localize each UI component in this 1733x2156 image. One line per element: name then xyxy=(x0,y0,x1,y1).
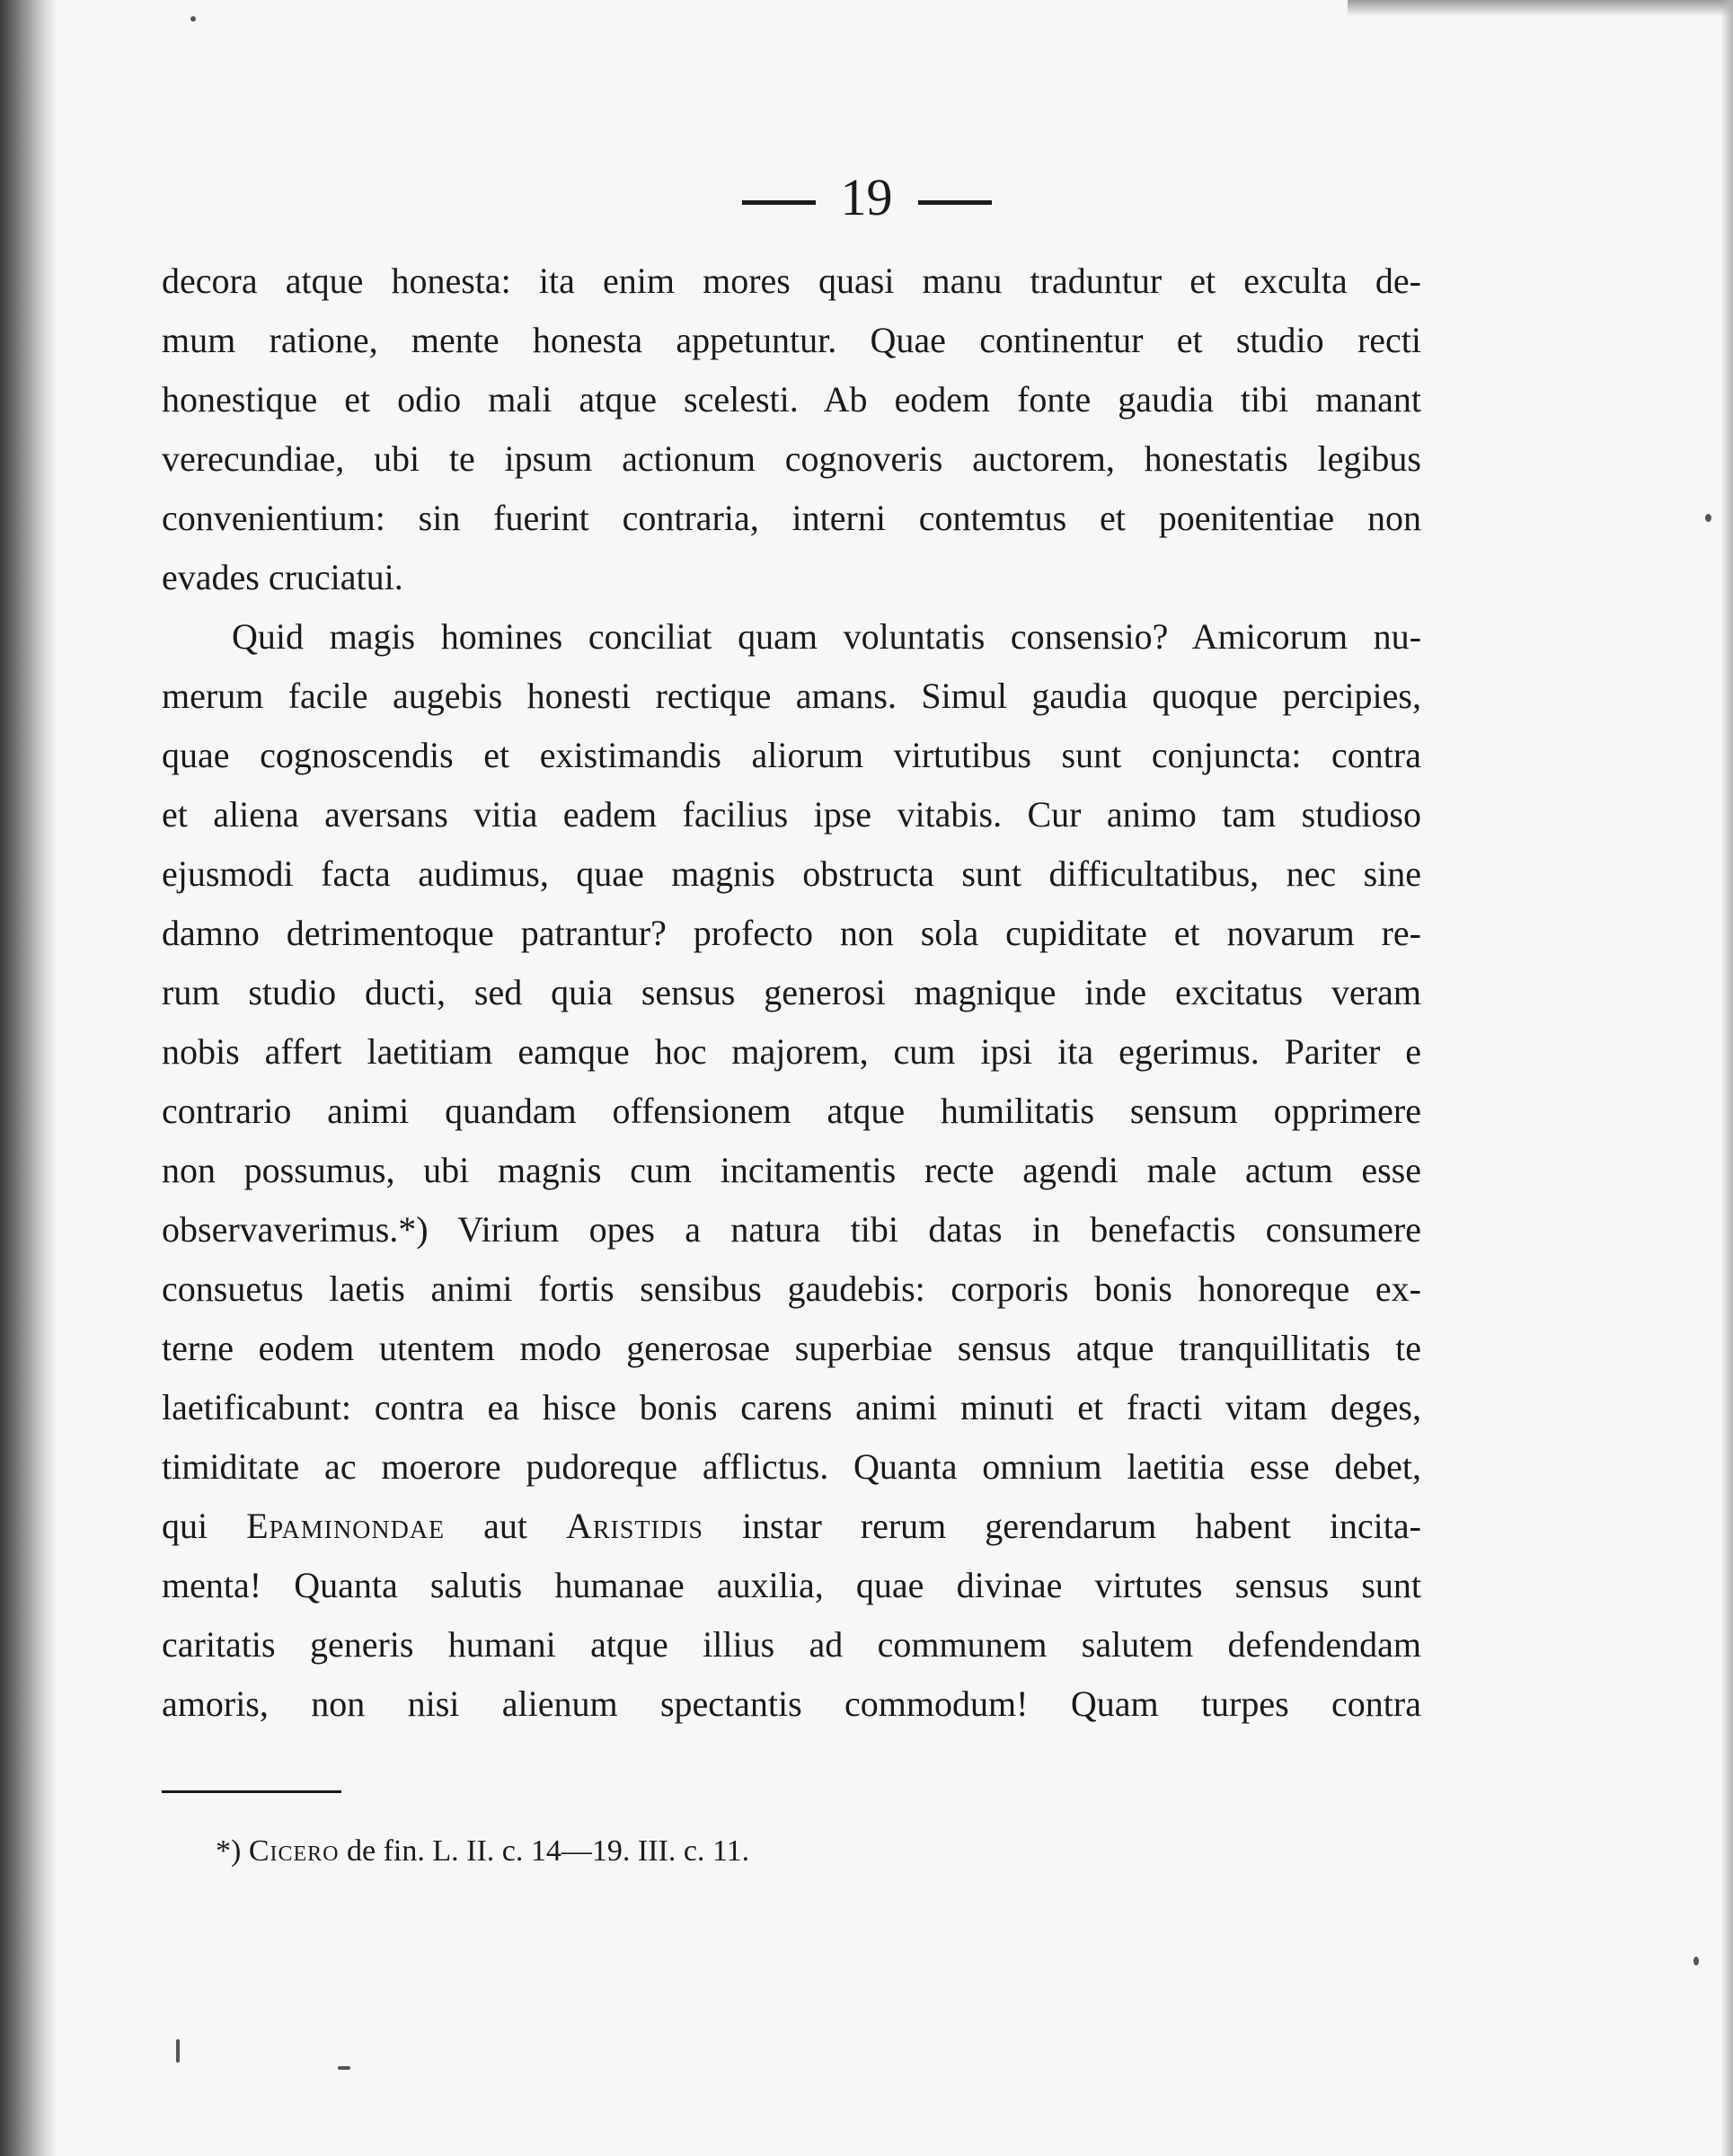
text-line: evades cruciatui. xyxy=(162,557,403,597)
text-line: merum facile augebis honesti rectique amans. Simul gaudia quoque percipies, xyxy=(162,676,1421,716)
text-line: timiditate ac moerore pudoreque afflictus. Quanta omnium laetitia esse debet, xyxy=(162,1446,1421,1487)
right-edge-shadow xyxy=(1720,0,1733,2156)
footnote-rule xyxy=(162,1790,341,1793)
header-dash-left xyxy=(742,200,816,205)
text-line: decora atque honesta: ita enim mores quasi manu traduntur et exculta de- xyxy=(162,261,1421,301)
footnote-marker: *) xyxy=(216,1834,249,1868)
names-line-before: qui xyxy=(162,1506,247,1546)
body-text xyxy=(162,252,1421,1734)
text-line: honestique et odio mali atque scelesti. Ab eodem fonte gaudia tibi manant xyxy=(162,379,1421,420)
text-line: caritatis generis humani atque illius ad communem salutem defendendam xyxy=(162,1624,1421,1665)
names-line-middle: aut xyxy=(445,1506,566,1546)
text-line: consuetus laetis animi fortis sensibus gaudebis: corporis bonis honoreque ex- xyxy=(162,1268,1421,1309)
text-line: et aliena aversans vitia eadem facilius ipse vitabis. Cur animo tam studioso xyxy=(162,794,1421,835)
text-line: observaverimus.*) Virium opes a natura tibi datas in benefactis consumere xyxy=(162,1209,1421,1250)
text-line: menta! Quanta salutis humanae auxilia, quae divinae virtutes sensus sunt xyxy=(162,1565,1421,1605)
footnote xyxy=(216,1831,749,1872)
text-line-with-names xyxy=(162,1497,1421,1556)
text-line: convenientium: sin fuerint contraria, interni contemtus et poenitentiae non xyxy=(162,498,1421,538)
text-line: ejusmodi facta audimus, quae magnis obstructa sunt difficultatibus, nec sine xyxy=(162,853,1421,894)
text-line: amoris, non nisi alienum spectantis commodum! Quam turpes contra xyxy=(162,1683,1421,1724)
text-line: nobis affert laetitiam eamque hoc majorem, cum ipsi ita egerimus. Pariter e xyxy=(162,1031,1421,1072)
text-line: terne eodem utentem modo generosae superbiae sensus atque tranquillitatis te xyxy=(162,1328,1421,1368)
text-line: contrario animi quandam offensionem atque humilitatis sensum opprimere xyxy=(162,1091,1421,1131)
text-line: mum ratione, mente honesta appetuntur. Quae continentur et studio recti xyxy=(162,320,1421,360)
paper-speck xyxy=(1693,1957,1699,1966)
text-line: quae cognoscendis et existimandis aliorum virtutibus sunt conjuncta: contra xyxy=(162,735,1421,775)
paper-speck xyxy=(190,16,196,22)
header-dash-right xyxy=(918,200,992,205)
footnote-author: Cicero xyxy=(248,1834,340,1868)
paper-speck xyxy=(176,2039,180,2063)
text-line: laetificabunt: contra ea hisce bonis carens animi minuti et fracti vitam deges, xyxy=(162,1387,1421,1427)
page-number: 19 xyxy=(840,168,893,226)
binding-gutter-shadow xyxy=(0,0,56,2156)
paper-speck xyxy=(338,2066,350,2070)
names-line-after: instar rerum gerendarum habent incita- xyxy=(703,1506,1421,1546)
footnote-citation: de fin. L. II. c. 14—19. III. c. 11. xyxy=(339,1834,750,1868)
text-line: non possumus, ubi magnis cum incitamentis recte agendi male actum esse xyxy=(162,1150,1421,1190)
paper-speck xyxy=(1705,514,1711,522)
top-edge-shadow xyxy=(1348,0,1733,16)
text-line: damno detrimentoque patrantur? profecto non sola cupiditate et novarum re- xyxy=(162,913,1421,953)
name-aristides: Aristidis xyxy=(565,1506,703,1546)
text-line: rum studio ducti, sed quia sensus generosi magnique inde excitatus veram xyxy=(162,972,1421,1012)
name-epaminondas: Epaminondae xyxy=(246,1506,446,1546)
text-line: verecundiae, ubi te ipsum actionum cognoveris auctorem, honestatis legibus xyxy=(162,438,1421,479)
text-line: Quid magis homines conciliat quam voluntatis consensio? Amicorum nu- xyxy=(232,616,1421,657)
page-number-header xyxy=(0,168,1733,226)
